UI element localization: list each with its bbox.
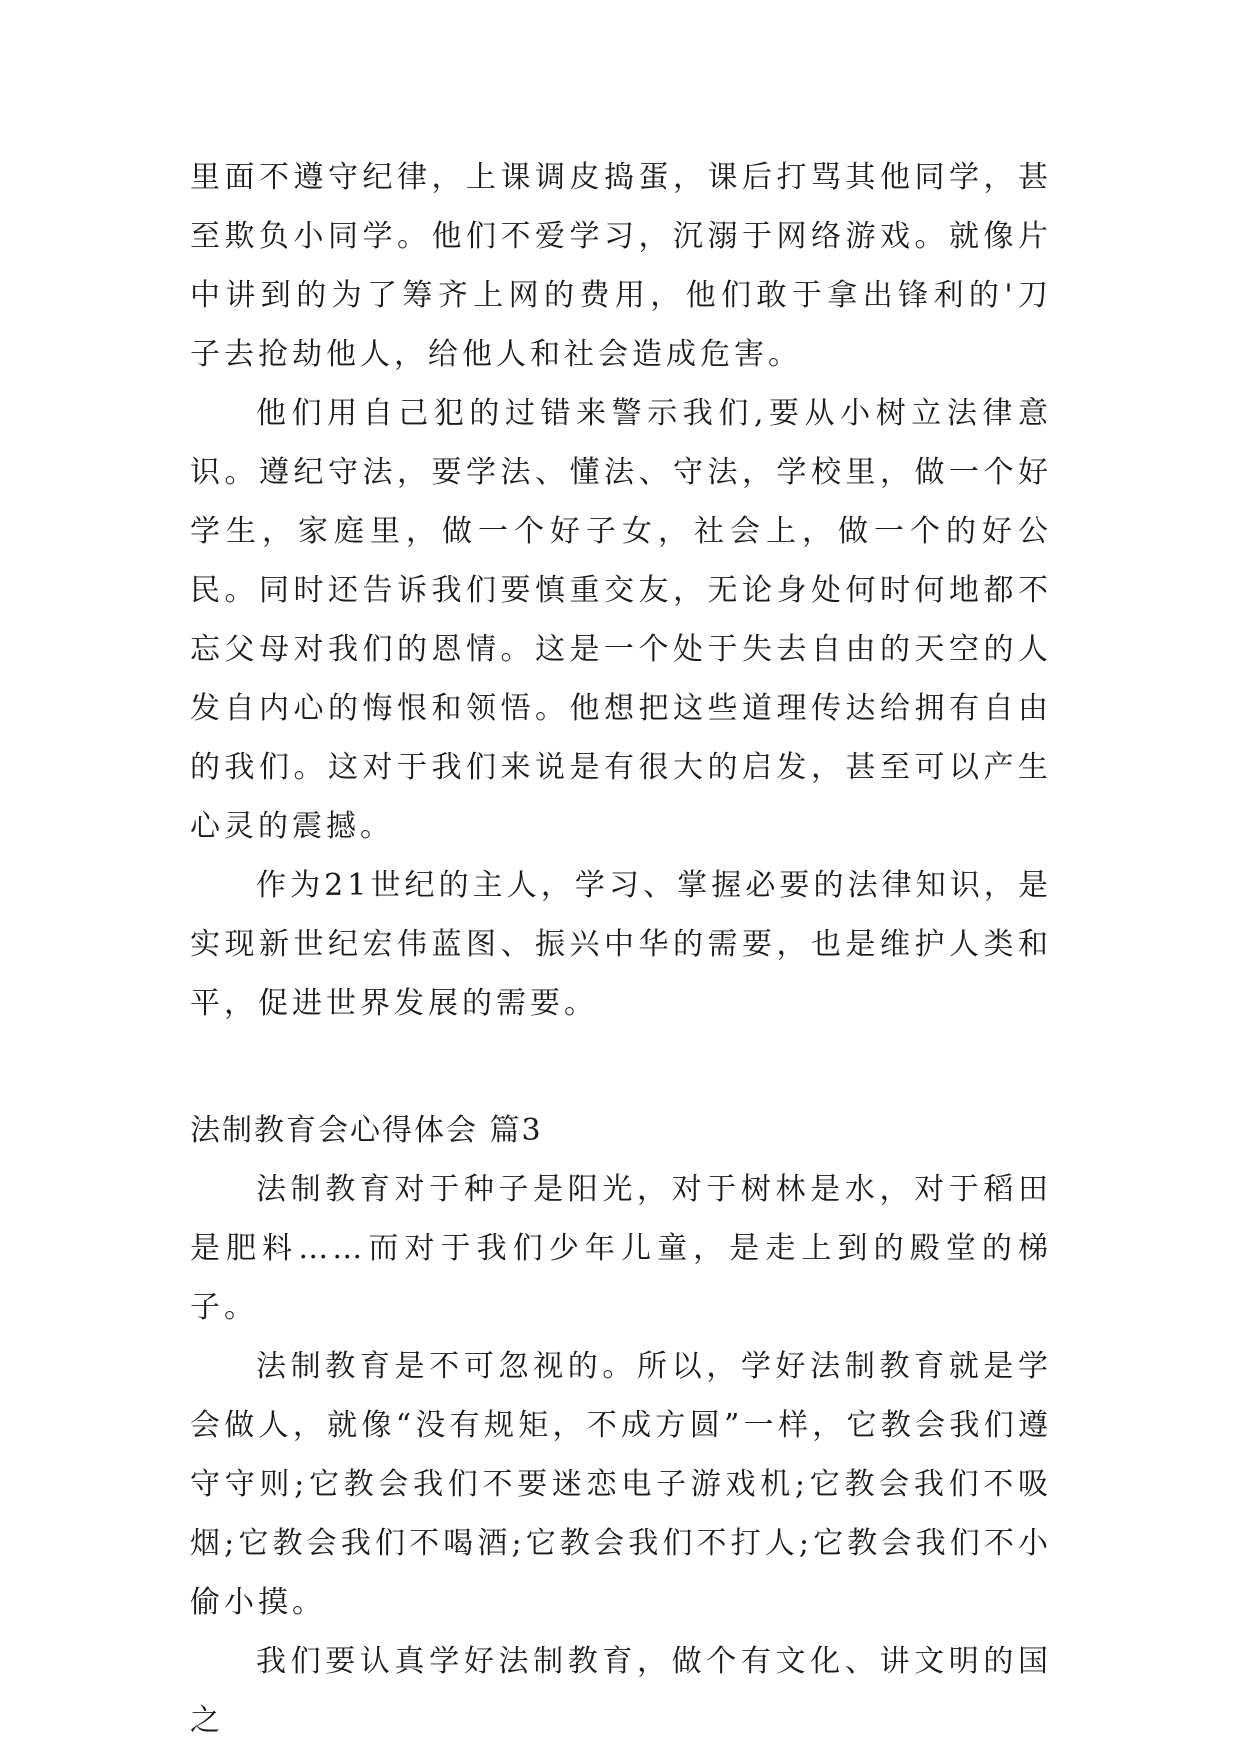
section-title: 法制教育会心得体会 篇3 — [190, 1113, 543, 1148]
document-page — [190, 148, 1052, 1750]
paragraph-1: 里面不遵守纪律，上课调皮捣蛋，课后打骂其他同学，甚至欺负小同学。他们不爱学习，沉溺于网络游戏。就像片中讲到的为了筹齐上网的费用，他们敢于拿出锋利的'刀子去抢劫他人，给他人和社会造成危害。 — [190, 160, 1052, 372]
paragraph-6: 我们要认真学好法制教育，做个有文化、讲文明的国之 — [190, 1644, 1052, 1738]
paragraph-2: 他们用自己犯的过错来警示我们,要从小树立法律意识。遵纪守法，要学法、懂法、守法，学校里，做一个好学生，家庭里，做一个好子女，社会上，做一个的好公民。同时还告诉我们要慎重交友，无论身处何时何地都不忘父母对我们的恩情。这是一个处于失去自由的天空的人发自内心的悔恨和领悟。他想把这些道理传达给拥有自由的我们。这对于我们来说是有很大的启发，甚至可以产生心灵的震撼。 — [190, 396, 1052, 844]
paragraph-4: 法制教育对于种子是阳光，对于树林是水，对于稻田是肥料……而对于我们少年儿童，是走上到的殿堂的梯子。 — [190, 1172, 1052, 1325]
paragraph-3: 作为21世纪的主人，学习、掌握必要的法律知识，是实现新世纪宏伟蓝图、振兴中华的需要，也是维护人类和平，促进世界发展的需要。 — [190, 868, 1052, 1021]
paragraph-5: 法制教育是不可忽视的。所以，学好法制教育就是学会做人，就像“没有规矩，不成方圆”一样，它教会我们遵守守则;它教会我们不要迷恋电子游戏机;它教会我们不吸烟;它教会我们不喝酒;它教会我们不打人;它教会我们不小偷小摸。 — [190, 1349, 1052, 1620]
